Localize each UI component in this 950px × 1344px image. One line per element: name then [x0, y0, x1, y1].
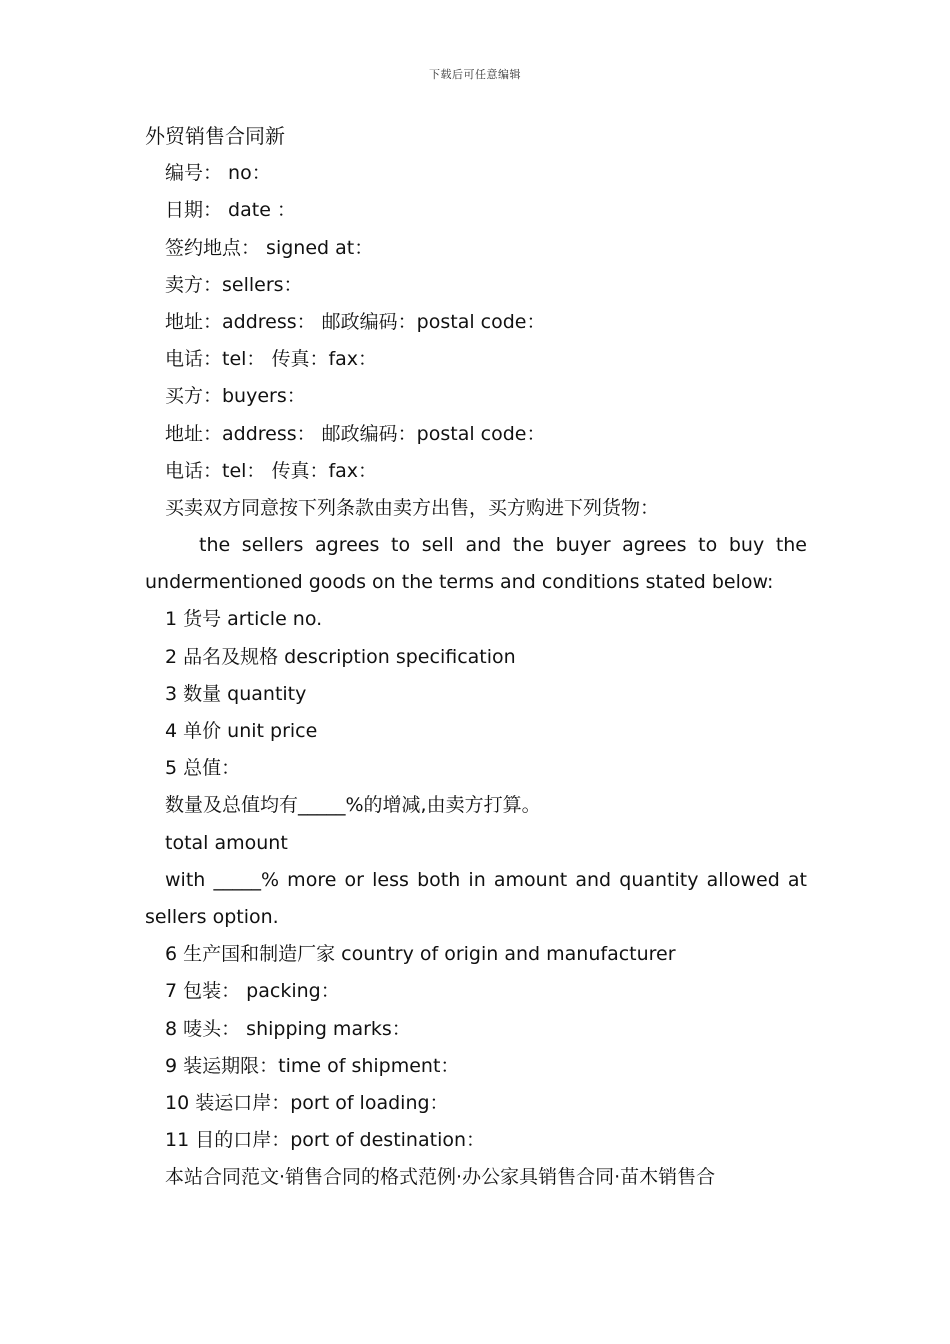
buyers-tel-line: 电话：tel： 传真：fax：: [165, 459, 378, 482]
item-total-value: 5 总值：: [165, 757, 241, 780]
total-amount-line: total amount: [165, 831, 288, 854]
agreement-english-line-1: the sellers agrees to sell and the buyer agrees to buy the: [199, 534, 807, 557]
tolerance-chinese-line: 数量及总值均有_____%的增减,由卖方打算。: [165, 794, 541, 817]
document-body: [145, 118, 807, 1196]
item-unit-price: 4 单价 unit price: [165, 720, 318, 742]
signed-at-line: 签约地点： signed at：: [165, 236, 374, 259]
tolerance-english-line-1: with _____% more or less both in amount and quantity allowed at: [165, 868, 807, 891]
document-title: 外贸销售合同新: [145, 124, 285, 148]
contract-number-line: 编号： no：: [165, 162, 271, 185]
item-quantity: 3 数量 quantity: [165, 682, 307, 705]
item-shipping-marks: 8 唛头： shipping marks：: [165, 1017, 411, 1040]
sellers-address-line: 地址：address： 邮政编码：postal code：: [165, 310, 546, 333]
sellers-line: 卖方：sellers：: [165, 273, 303, 296]
tolerance-english-line-2: sellers option.: [145, 905, 279, 928]
agreement-chinese-line: 买卖双方同意按下列条款由卖方出售，买方购进下列货物：: [165, 496, 660, 519]
item-time-of-shipment: 9 装运期限：time of shipment：: [165, 1054, 460, 1077]
related-links-line: 本站合同范文·销售合同的格式范例·办公家具销售合同·苗木销售合: [165, 1166, 716, 1189]
date-line: 日期： date ：: [165, 199, 296, 222]
agreement-english-line-2: undermentioned goods on the terms and conditions stated below:: [145, 571, 774, 594]
item-description: 2 品名及规格 description specification: [165, 645, 516, 668]
item-packing: 7 包装： packing：: [165, 980, 340, 1003]
item-article-no: 1 货号 article no.: [165, 608, 323, 631]
item-country-of-origin: 6 生产国和制造厂家 country of origin and manufacturer: [165, 943, 676, 966]
item-port-of-loading: 10 装运口岸：port of loading：: [165, 1091, 449, 1114]
buyers-line: 买方：buyers：: [165, 385, 306, 408]
sellers-tel-line: 电话：tel： 传真：fax：: [165, 348, 378, 371]
item-port-of-destination: 11 目的口岸：port of destination：: [165, 1129, 486, 1152]
page-header: 下载后可任意编辑: [429, 68, 521, 81]
buyers-address-line: 地址：address： 邮政编码：postal code：: [165, 422, 546, 445]
